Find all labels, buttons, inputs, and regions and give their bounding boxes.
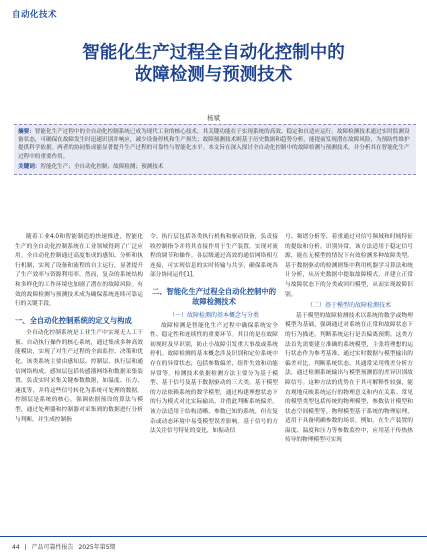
section-label: 自动化技术 <box>12 10 58 20</box>
article-title <box>0 42 427 86</box>
body-paragraph: 号、频谱分析等，着重通过对信号频域和时域特征的提取和分析，识别异常。该方法适用于稳定信号源，能在无模型的情况下有效检测多种故障类型。基于数据驱动的检测则集中利用机器学习算法和统计分析，从历史数据中提取故障模式，并建立正常与故障状态下的分类或回归模型，从而实现故障识别。 <box>285 234 413 298</box>
title-line-1: 智能化生产过程全自动化控制中的 <box>82 43 345 63</box>
footer-separator: | <box>24 544 27 551</box>
abstract-text: 智能化生产过程中的全自动化控制系统已成为现代工业的核心技术，其关键功能在于实现系统的高效、稳定和自适应运行。故障检测技术通过实时监测设备状态，可确保在故障发生时迅速识别并响应，减少设备停机和生产损失；故障预测技术则基于历史数据和趋势分析，能提前发现潜在故障风险，为预防性维护提供科学依据。两者的协同集成能显著提升生产过程的可靠性与智能化水平。本文旨在深入探讨全自动化控制中的故障检测与预测技术，并分析其在智能化生产过程中的重要作用。 <box>18 129 410 160</box>
journal-issue: 2025年第5期 <box>78 544 116 551</box>
subsection-heading-2-1: （一）故障检测的基本概念与分类 <box>168 311 259 319</box>
abstract-label: 摘要： <box>18 129 35 135</box>
column-1 <box>15 233 143 425</box>
column-3 <box>285 233 413 446</box>
page-number: 44 <box>12 544 20 551</box>
title-line-2: 故障检测与预测技术 <box>134 65 293 85</box>
section-heading-2: 二、智能化生产过程全自动化控制中的故障检测技术 <box>151 286 277 307</box>
keywords <box>18 163 412 171</box>
keywords-text: 智能化生产；全自动化控制；故障检测；预测技术 <box>40 163 164 170</box>
abstract <box>18 128 412 161</box>
section-heading-1: 一、全自动化控制系统的定义与构成 <box>15 315 132 325</box>
page-footer <box>12 542 119 551</box>
author: 杨斌 <box>207 114 220 122</box>
column-2 <box>150 233 278 437</box>
body-paragraph: 基于模型的故障检测技术以系统的数学或物理模型为基础，强调通过对系统在正常和故障状态下的行为描述，判断系统运行是否偏离预期。这类方法首先需要建立准确的系统模型，主张将理想的运行状态作为参考基准，通过实时数据与模型输出的偏差对比，判断系统状态。其通常采用残差分析方法，通过检测系统输出与模型预测值的差异识别故障信号。这种方法的优势在于其可解释性较强，能直观地反映系统运行的物理意义和内在关系。常见的模型类型包括传统的物理模型、参数估计模型和状态空间模型等。物理模型基于系统的物理原理，适用于具备明确参数的场景。例如，在生产装置的温度、温度和压力等参数监控中，应用基于传热热传导的物理模型可实现 <box>285 312 413 444</box>
subsection-heading-2-2: （二）基于模型的故障检测技术 <box>306 302 391 310</box>
body-paragraph: 令。执行层包括各类执行机构和驱动设备，负责接收控制指令并将其直接作用于生产装置，实现对流程的调节和操作。各层级通过高效的通信网络相互连接，可实现信息的实时传输与共享，确保系统各部分协同运作[1]。 <box>150 234 278 279</box>
abstract-box <box>14 124 416 175</box>
body-paragraph: 故障检测是智能化生产过程中确保系统安全性、稳定性和连续性的重要环节。其目的是在故障初现时及早识别，防止小故障引发重大事故或系统停机。故障检测的基本概念涉及识别和定位系统中存在的异常状态，包括参数偏差、组件失效和功能异常等。检测技术依据检测方法主要分为基于模型、基于信号及基于数据驱动的三大类。基于模型的方法依赖系统的数学模型，通过构建理想状态下的行为模式对比实际输出，并借此判断系统偏差。该方法适用于结构清晰、参数已知的系统，但在复杂或动态环境中易受模型误差影响。基于信号的方法关注信号特征的变化，如振动信 <box>150 322 278 435</box>
footer-divider <box>0 536 427 537</box>
body-paragraph: 全自动化控制系统是工业生产中实现无人工干预、自动执行操作的核心系统，通过集成多种高效能模块，实现了对生产过程的全面监控、决策和优化。该类系统主要由感知层、控制层、执行层和通信网络构成。感知层包括传感器网络和数据采集装置，负责实时采集关键参数数据，如温度、压力、速度等，并将这些信号转化为系统可处理的数据。控制层是系统的核心，强调依据预设的算法与模型，通过处理器和控制器对采集到的数据进行分析与判断，并生成控制指 <box>15 330 143 423</box>
journal-name: 产品可靠性报告 <box>31 544 74 551</box>
intro-paragraph: 随着工业4.0和智能制造的快速推进，智能化生产的全自动化控制系统在工业领域得到了广泛应用。全自动化控制通过高度集成的感知、分析和执行机制，实现了设备和流程的自主运行，显著提升了生产效率与资源利用率。然而，复杂的系统结构和多样化的工作环境也加剧了潜在的故障风险。有效的故障检测与预测技术成为确保系统连续可靠运行的关键手段。 <box>15 234 143 308</box>
keywords-label: 关键词： <box>18 163 41 170</box>
